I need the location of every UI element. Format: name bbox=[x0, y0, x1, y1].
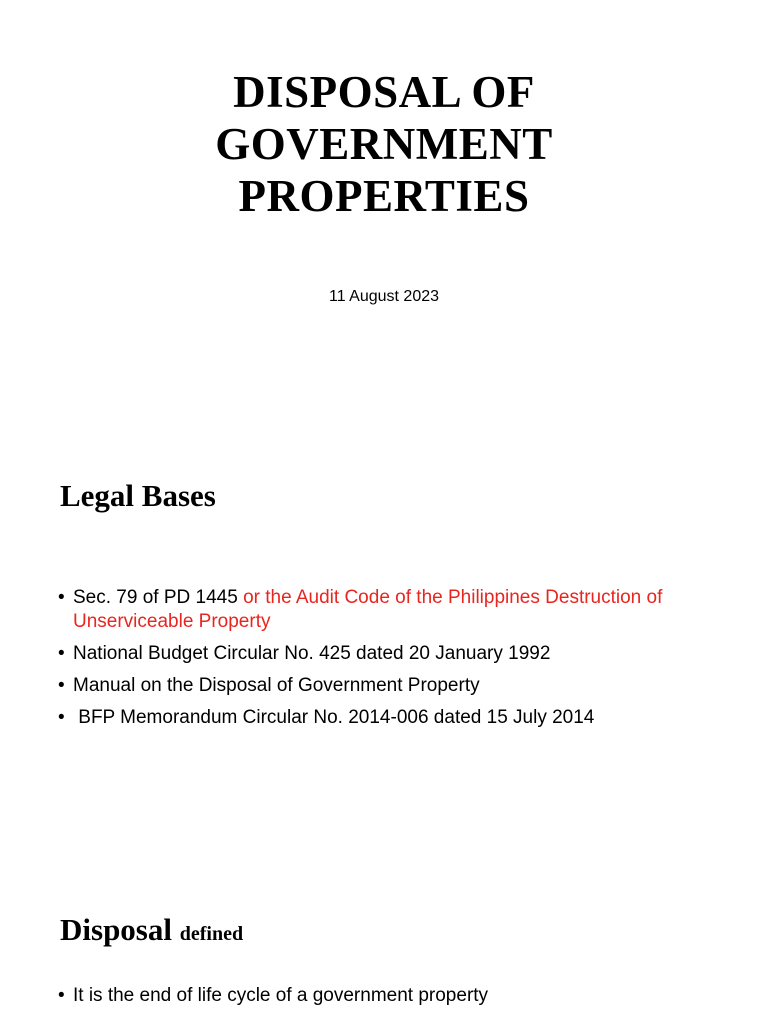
list-item bbox=[58, 674, 738, 698]
bullet-icon: • bbox=[58, 643, 65, 664]
title-slide bbox=[0, 0, 768, 400]
list-item-text: BFP Memorandum Circular No. 2014-006 dated 15 July 2014 bbox=[73, 707, 595, 728]
list-item bbox=[58, 586, 738, 634]
list-item-highlight: or the Audit Code of the Philippines Destruction of Unserviceable Property bbox=[73, 587, 663, 632]
title-line-2: GOVERNMENT bbox=[215, 119, 553, 169]
presentation-date: 11 August 2023 bbox=[328, 288, 440, 305]
list-item bbox=[58, 706, 738, 730]
list-item bbox=[58, 642, 738, 666]
legal-bases-heading: Legal Bases bbox=[60, 478, 216, 513]
list-item bbox=[58, 984, 738, 1008]
bullet-icon: • bbox=[58, 985, 65, 1006]
list-item-text: Manual on the Disposal of Government Property bbox=[73, 675, 480, 696]
list-item-text: It is the end of life cycle of a government property bbox=[73, 985, 489, 1006]
bullet-icon: • bbox=[58, 707, 65, 728]
disposal-heading bbox=[60, 912, 243, 948]
main-title bbox=[0, 66, 768, 222]
bullet-icon: • bbox=[58, 587, 65, 608]
disposal-list bbox=[58, 984, 738, 1016]
disposal-heading-suffix: defined bbox=[179, 923, 244, 945]
legal-bases-list bbox=[58, 586, 738, 738]
list-item-text: National Budget Circular No. 425 dated 20 January 1992 bbox=[73, 643, 551, 664]
bullet-icon: • bbox=[58, 675, 65, 696]
disposal-heading-main: Disposal bbox=[60, 912, 172, 947]
title-line-3: PROPERTIES bbox=[238, 171, 530, 221]
list-item-text: Sec. 79 of PD 1445 bbox=[73, 587, 244, 608]
title-line-1: DISPOSAL OF bbox=[233, 67, 535, 117]
